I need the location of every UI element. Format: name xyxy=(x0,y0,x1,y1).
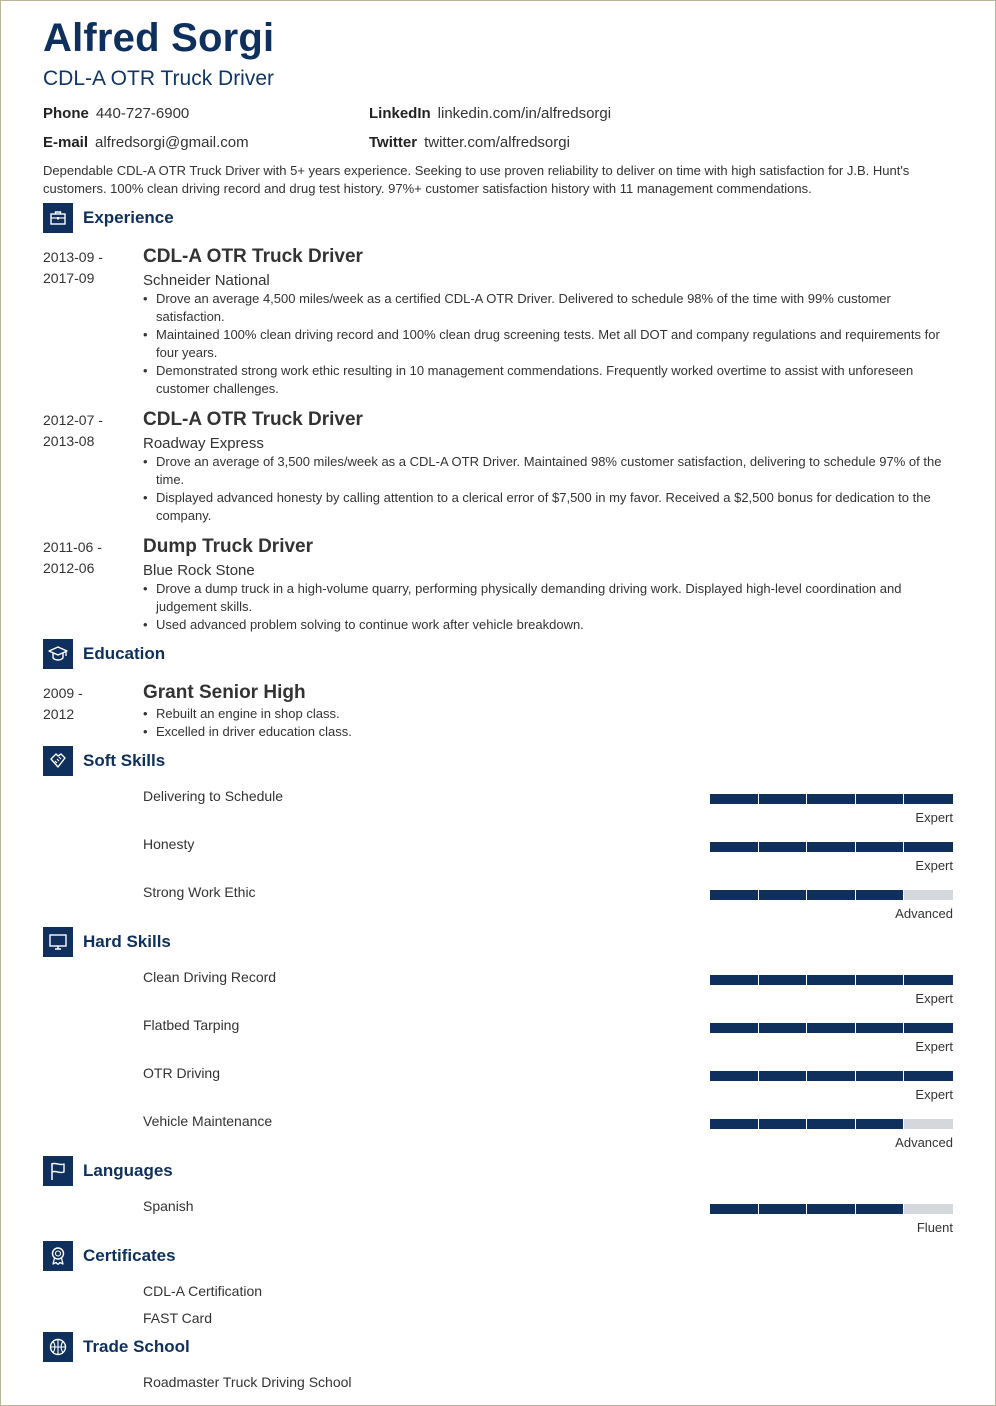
list-item: • Drove an average of 3,500 miles/week as a CDL-A OTR Driver. Maintained 98% customer satisfaction, delivering to schedule 97% of the time. xyxy=(143,453,948,489)
section-title-soft-skills: Soft Skills xyxy=(83,751,166,770)
skill-name: OTR Driving xyxy=(143,1065,221,1081)
skill-bar-segment xyxy=(807,842,856,852)
section-title-languages: Languages xyxy=(83,1161,173,1180)
twitter-link[interactable]: twitter.com/alfredsorgi xyxy=(424,134,570,151)
monitor-icon xyxy=(43,927,73,957)
skill-bar-segment xyxy=(807,794,856,804)
skill-bar-segment xyxy=(856,890,905,900)
skill-name: Flatbed Tarping xyxy=(143,1017,240,1033)
contact-phone xyxy=(43,105,189,123)
contact-label: LinkedIn xyxy=(369,105,431,122)
skill-bar-segment xyxy=(904,794,953,804)
education-bullets xyxy=(143,705,948,741)
flag-icon xyxy=(43,1156,73,1186)
skill-bar-segment xyxy=(807,890,856,900)
skill-bar-segment xyxy=(807,1023,856,1033)
job-bullets xyxy=(143,580,948,634)
skill-bar-segment xyxy=(710,1023,759,1033)
skill-name: Strong Work Ethic xyxy=(143,884,256,900)
skill-bar xyxy=(710,1071,953,1081)
certificate-item: FAST Card xyxy=(143,1310,212,1326)
section-title-trade-school: Trade School xyxy=(83,1337,190,1356)
skill-bar-segment xyxy=(904,1071,953,1081)
skill-name: Honesty xyxy=(143,836,195,852)
job-title: Dump Truck Driver xyxy=(143,536,313,557)
list-item: • Maintained 100% clean driving record and 100% clean drug screening tests. Met all DOT and company regulations and requirements for four years. xyxy=(143,326,948,362)
skill-bar-segment xyxy=(710,890,759,900)
skill-bar-segment xyxy=(904,975,953,985)
contact-label: Twitter xyxy=(369,134,418,151)
language-bar xyxy=(710,1204,953,1214)
skill-bar-segment xyxy=(807,975,856,985)
skill-name: Vehicle Maintenance xyxy=(143,1113,273,1129)
skill-level: Advanced xyxy=(895,1135,953,1150)
job-date: 2011-06 - 2012-06 xyxy=(43,539,102,576)
contact-label: E-mail xyxy=(43,134,89,151)
skill-name: Clean Driving Record xyxy=(143,969,277,985)
basketball-icon xyxy=(43,1332,73,1362)
email-link[interactable]: alfredsorgi@gmail.com xyxy=(95,134,249,151)
skill-bar-segment xyxy=(856,1023,905,1033)
skill-bar-segment xyxy=(710,794,759,804)
skill-level: Advanced xyxy=(895,906,953,921)
list-item: • Drove an average 4,500 miles/week as a certified CDL-A OTR Driver. Delivered to schedule 98% of the time with 99% customer satisfaction. xyxy=(143,290,948,326)
handshake-icon xyxy=(43,746,73,776)
section-title-certificates: Certificates xyxy=(83,1246,176,1265)
trade-school-item: Roadmaster Truck Driving School xyxy=(143,1374,352,1390)
skill-bar xyxy=(710,975,953,985)
skill-bar-segment xyxy=(759,1119,808,1129)
list-item: • Excelled in driver education class. xyxy=(143,723,948,741)
skill-level: Expert xyxy=(915,1039,953,1054)
skill-bar-segment xyxy=(904,1023,953,1033)
graduation-cap-icon xyxy=(43,639,73,669)
job-bullets xyxy=(143,453,948,525)
skill-bar-segment xyxy=(904,1119,953,1129)
skill-bar-segment xyxy=(710,975,759,985)
skill-bar-segment xyxy=(710,1119,759,1129)
skill-bar-segment xyxy=(856,1071,905,1081)
skill-name: Delivering to Schedule xyxy=(143,788,284,804)
skill-bar-segment xyxy=(710,842,759,852)
skill-bar-segment xyxy=(759,975,808,985)
job-company: Blue Rock Stone xyxy=(143,562,255,579)
education-date: 2009 - 2012 xyxy=(43,685,83,722)
skill-bar xyxy=(710,842,953,852)
list-item: • Used advanced problem solving to continue work after vehicle breakdown. xyxy=(143,616,948,634)
job-company: Roadway Express xyxy=(143,435,264,452)
contact-linkedin xyxy=(369,105,611,123)
skill-bar-segment xyxy=(807,1204,856,1214)
phone-value: 440-727-6900 xyxy=(95,105,190,122)
skill-bar xyxy=(710,1119,953,1129)
skill-bar xyxy=(710,890,953,900)
section-title-education: Education xyxy=(83,644,166,663)
contact-twitter xyxy=(369,134,570,152)
list-item: • Displayed advanced honesty by calling attention to a clerical error of $7,500 in my favor. Received a $2,500 bonus for dedication to the company. xyxy=(143,489,948,525)
certificate-item: CDL-A Certification xyxy=(143,1283,263,1299)
candidate-name: Alfred Sorgi xyxy=(43,16,275,60)
skill-bar xyxy=(710,1023,953,1033)
skill-bar-segment xyxy=(710,1071,759,1081)
school-name: Grant Senior High xyxy=(143,682,306,703)
job-title: CDL-A OTR Truck Driver xyxy=(143,409,363,430)
skill-bar-segment xyxy=(710,1204,759,1214)
job-title: CDL-A OTR Truck Driver xyxy=(143,246,363,267)
skill-bar-segment xyxy=(904,890,953,900)
language-name: Spanish xyxy=(143,1198,194,1214)
skill-level: Expert xyxy=(915,1087,953,1102)
list-item: • Rebuilt an engine in shop class. xyxy=(143,705,948,723)
skill-bar-segment xyxy=(759,794,808,804)
job-company: Schneider National xyxy=(143,272,270,289)
skill-bar-segment xyxy=(807,1071,856,1081)
skill-bar-segment xyxy=(759,1071,808,1081)
profile-summary: Dependable CDL-A OTR Truck Driver with 5+ years experience. Seeking to use proven reliability to deliver on time with high satisfaction for J.B. Hunt's customers. 100% clean driving record and drug test history. 97%+ customer satisfaction history with 11 management commendations. xyxy=(43,163,910,196)
candidate-headline: CDL-A OTR Truck Driver xyxy=(43,67,275,90)
job-bullets xyxy=(143,290,948,398)
skill-bar-segment xyxy=(807,1119,856,1129)
section-title-hard-skills: Hard Skills xyxy=(83,932,171,951)
skill-bar-segment xyxy=(759,1204,808,1214)
list-item: • Drove a dump truck in a high-volume quarry, performing physically demanding driving work. Displayed high-level coordination and judgement skills. xyxy=(143,580,948,616)
skill-bar-segment xyxy=(904,1204,953,1214)
skill-bar-segment xyxy=(856,1119,905,1129)
language-level: Fluent xyxy=(916,1220,953,1235)
skill-bar-segment xyxy=(856,794,905,804)
skill-bar-segment xyxy=(856,1204,905,1214)
briefcase-icon xyxy=(43,203,73,233)
skill-bar-segment xyxy=(856,975,905,985)
skill-bar-segment xyxy=(904,842,953,852)
contact-label: Phone xyxy=(43,105,89,122)
skill-bar-segment xyxy=(759,1023,808,1033)
skill-bar xyxy=(710,794,953,804)
skill-level: Expert xyxy=(915,858,953,873)
skill-level: Expert xyxy=(915,810,953,825)
list-item: • Demonstrated strong work ethic resulting in 10 management commendations. Frequently worked overtime to assist with unforeseen customer challenges. xyxy=(143,362,948,398)
job-date: 2013-09 - 2017-09 xyxy=(43,249,103,286)
section-title-experience: Experience xyxy=(83,208,174,227)
skill-bar-segment xyxy=(759,890,808,900)
award-icon xyxy=(43,1241,73,1271)
contact-email xyxy=(43,134,249,152)
linkedin-link[interactable]: linkedin.com/in/alfredsorgi xyxy=(437,105,612,122)
skill-bar-segment xyxy=(856,842,905,852)
skill-bar-segment xyxy=(759,842,808,852)
skill-level: Expert xyxy=(915,991,953,1006)
job-date: 2012-07 - 2013-08 xyxy=(43,412,103,449)
